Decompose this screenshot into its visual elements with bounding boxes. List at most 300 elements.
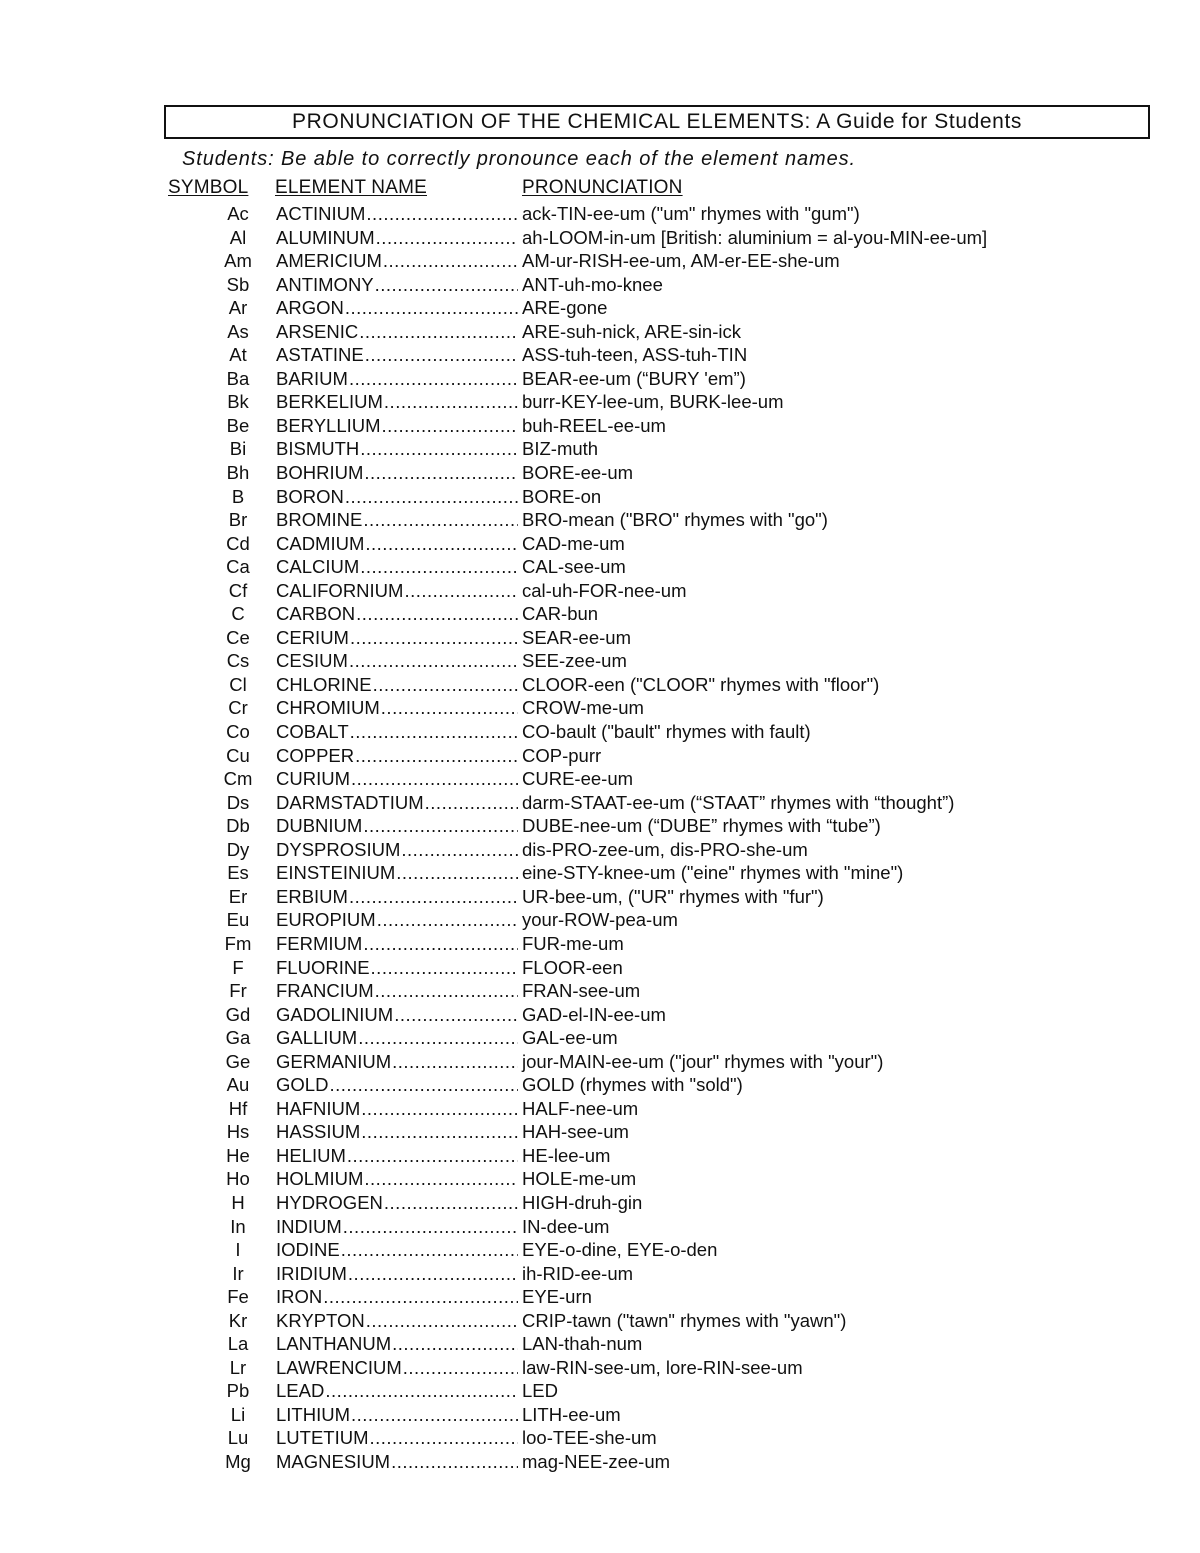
dot-leader — [375, 273, 518, 297]
element-pronunciation: HALF-nee-um — [522, 1097, 639, 1119]
element-row — [0, 555, 1200, 579]
element-name-cell — [276, 273, 518, 297]
element-symbol: Dy — [226, 838, 250, 860]
element-symbol: Ar — [228, 297, 248, 319]
dot-leader — [383, 249, 518, 273]
dot-leader — [365, 343, 518, 367]
element-row — [0, 1262, 1200, 1286]
element-pronunciation: BORE-ee-um — [522, 462, 634, 484]
element-name: LITHIUM — [276, 1403, 350, 1425]
element-row — [0, 1285, 1200, 1309]
header-pronunciation: PRONUNCIATION — [522, 177, 683, 198]
element-row — [0, 249, 1200, 273]
element-pronunciation: ASS-tuh-teen, ASS-tuh-TIN — [522, 344, 748, 366]
element-symbol: Ds — [226, 791, 250, 813]
element-symbol: B — [231, 485, 245, 507]
element-symbol: Al — [229, 226, 247, 248]
element-symbol: Cu — [226, 744, 250, 766]
element-pronunciation: HOLE-me-um — [522, 1168, 637, 1190]
element-name-cell — [276, 1332, 518, 1356]
element-name-cell — [276, 485, 518, 509]
element-name-cell — [276, 673, 518, 697]
element-pronunciation: CRIP-tawn ("tawn" rhymes with "yawn") — [522, 1309, 847, 1331]
element-pronunciation: GAL-ee-um — [522, 1027, 618, 1049]
element-name: GADOLINIUM — [276, 1003, 394, 1025]
element-row — [0, 320, 1200, 344]
element-symbol: Br — [228, 509, 248, 531]
element-pronunciation: BRO-mean ("BRO" rhymes with "go") — [522, 509, 828, 531]
element-row — [0, 626, 1200, 650]
dot-leader — [363, 932, 518, 956]
element-row — [0, 979, 1200, 1003]
element-name: COPPER — [276, 744, 355, 766]
element-pronunciation: mag-NEE-zee-um — [522, 1450, 671, 1472]
element-symbol: Am — [224, 250, 252, 272]
dot-leader — [376, 226, 518, 250]
element-pronunciation: loo-TEE-she-um — [522, 1427, 657, 1449]
element-pronunciation: law-RIN-see-um, lore-RIN-see-um — [522, 1356, 803, 1378]
element-symbol: Er — [228, 885, 248, 907]
element-name: CERIUM — [276, 626, 349, 648]
element-pronunciation: FUR-me-um — [522, 932, 624, 954]
element-pronunciation: CROW-me-um — [522, 697, 644, 719]
element-name-cell — [276, 1238, 518, 1262]
element-name-cell — [276, 414, 518, 438]
element-row — [0, 485, 1200, 509]
dot-leader — [391, 1450, 518, 1474]
dot-leader — [392, 1050, 518, 1074]
dot-leader — [361, 1097, 518, 1121]
dot-leader — [341, 1238, 518, 1262]
instructions: Students: Be able to correctly pronounce each of the element names. — [182, 148, 857, 170]
element-symbol: Eu — [226, 909, 250, 931]
dot-leader — [348, 1262, 518, 1286]
element-row — [0, 861, 1200, 885]
element-row — [0, 1426, 1200, 1450]
element-pronunciation: GOLD (rhymes with "sold") — [522, 1074, 743, 1096]
dot-leader — [349, 885, 518, 909]
element-name-cell — [276, 1215, 518, 1239]
element-pronunciation: EYE-urn — [522, 1286, 592, 1308]
element-symbol: Hs — [226, 1121, 250, 1143]
element-row — [0, 1238, 1200, 1262]
element-name-cell — [276, 1026, 518, 1050]
element-row — [0, 1050, 1200, 1074]
element-symbol: Fe — [227, 1286, 249, 1308]
element-name: EUROPIUM — [276, 909, 376, 931]
element-pronunciation: CLOOR-een ("CLOOR" rhymes with "floor") — [522, 673, 880, 695]
element-symbol: La — [227, 1333, 249, 1355]
element-pronunciation: HIGH-druh-gin — [522, 1191, 643, 1213]
element-name-cell — [276, 1097, 518, 1121]
element-row — [0, 202, 1200, 226]
dot-leader — [370, 1426, 519, 1450]
element-name-cell — [276, 956, 518, 980]
element-symbol: Pb — [226, 1380, 250, 1402]
dot-leader — [381, 696, 518, 720]
element-pronunciation: CO-bault ("bault" rhymes with fault) — [522, 721, 811, 743]
element-name-cell — [276, 1003, 518, 1027]
element-row — [0, 532, 1200, 556]
element-symbol: He — [226, 1144, 250, 1166]
element-name-cell — [276, 602, 518, 626]
element-symbol: F — [232, 956, 244, 978]
element-name-cell — [276, 202, 518, 226]
element-name-cell — [276, 1262, 518, 1286]
dot-leader — [364, 1167, 518, 1191]
element-symbol: Db — [226, 815, 250, 837]
element-name: HOLMIUM — [276, 1168, 364, 1190]
element-name-cell — [276, 296, 518, 320]
dot-leader — [394, 1003, 518, 1027]
element-row — [0, 1309, 1200, 1333]
element-row — [0, 1003, 1200, 1027]
element-symbol: Mg — [225, 1450, 251, 1472]
element-name-cell — [276, 1379, 518, 1403]
element-name-cell — [276, 1403, 518, 1427]
element-row — [0, 673, 1200, 697]
element-symbol: Cf — [228, 579, 248, 601]
element-row — [0, 720, 1200, 744]
element-row — [0, 437, 1200, 461]
dot-leader — [384, 390, 518, 414]
element-name-cell — [276, 861, 518, 885]
element-name: DYSPROSIUM — [276, 838, 401, 860]
element-row — [0, 1191, 1200, 1215]
element-pronunciation: ARE-suh-nick, ARE-sin-ick — [522, 320, 741, 342]
element-row — [0, 1097, 1200, 1121]
dot-leader — [425, 791, 518, 815]
element-pronunciation: buh-REEL-ee-um — [522, 414, 666, 436]
element-name: BROMINE — [276, 509, 363, 531]
dot-leader — [404, 579, 518, 603]
element-row — [0, 1403, 1200, 1427]
element-name: ANTIMONY — [276, 273, 374, 295]
element-name: BORON — [276, 485, 344, 507]
element-pronunciation: ARE-gone — [522, 297, 608, 319]
dot-leader — [401, 838, 518, 862]
dot-leader — [384, 1191, 518, 1215]
element-row — [0, 1450, 1200, 1474]
element-name: ERBIUM — [276, 885, 348, 907]
dot-leader — [343, 1215, 518, 1239]
element-pronunciation: HE-lee-um — [522, 1144, 611, 1166]
element-name-cell — [276, 1191, 518, 1215]
element-name: LEAD — [276, 1380, 325, 1402]
element-name-cell — [276, 1285, 518, 1309]
element-row — [0, 226, 1200, 250]
element-row — [0, 791, 1200, 815]
element-row — [0, 885, 1200, 909]
element-pronunciation: COP-purr — [522, 744, 602, 766]
element-pronunciation: eine-STY-knee-um ("eine" rhymes with "mine") — [522, 862, 904, 884]
element-name: BARIUM — [276, 367, 348, 389]
element-name: ALUMINUM — [276, 226, 375, 248]
element-name: DARMSTADTIUM — [276, 791, 424, 813]
element-pronunciation: darm-STAAT-ee-um (“STAAT” rhymes with “thought”) — [522, 791, 955, 813]
element-name-cell — [276, 390, 518, 414]
element-row — [0, 508, 1200, 532]
element-name: CALCIUM — [276, 556, 360, 578]
element-name: IODINE — [276, 1239, 340, 1261]
element-symbol: C — [231, 603, 245, 625]
element-name-cell — [276, 720, 518, 744]
element-name: BERYLLIUM — [276, 414, 381, 436]
element-name: CALIFORNIUM — [276, 579, 404, 601]
element-name-cell — [276, 579, 518, 603]
element-name: COBALT — [276, 721, 349, 743]
element-name: LANTHANUM — [276, 1333, 392, 1355]
element-pronunciation: LAN-thah-num — [522, 1333, 643, 1355]
dot-leader — [347, 1144, 518, 1168]
element-row — [0, 932, 1200, 956]
element-symbol: Es — [227, 862, 249, 884]
element-name: ARGON — [276, 297, 344, 319]
element-pronunciation: your-ROW-pea-um — [522, 909, 678, 931]
dot-leader — [360, 437, 518, 461]
element-name-cell — [276, 555, 518, 579]
element-symbol: Ba — [226, 367, 250, 389]
element-row — [0, 579, 1200, 603]
element-pronunciation: DUBE-nee-um (“DUBE” rhymes with “tube”) — [522, 815, 881, 837]
dot-leader — [382, 414, 518, 438]
element-symbol: I — [235, 1239, 241, 1261]
element-symbol: Cd — [226, 532, 250, 554]
element-symbol: Gd — [225, 1003, 251, 1025]
element-symbol: Ga — [225, 1027, 251, 1049]
element-symbol: Ir — [232, 1262, 244, 1284]
dot-leader — [373, 673, 518, 697]
element-name-cell — [276, 885, 518, 909]
element-pronunciation: ANT-uh-mo-knee — [522, 273, 663, 295]
dot-leader — [365, 532, 518, 556]
dot-leader — [366, 202, 518, 226]
element-name: HELIUM — [276, 1144, 346, 1166]
dot-leader — [351, 1403, 518, 1427]
element-row — [0, 461, 1200, 485]
element-symbol: Kr — [228, 1309, 248, 1331]
element-row — [0, 814, 1200, 838]
element-pronunciation: AM-ur-RISH-ee-um, AM-er-EE-she-um — [522, 250, 840, 272]
element-symbol: Lr — [229, 1356, 247, 1378]
element-row — [0, 1356, 1200, 1380]
element-name: BISMUTH — [276, 438, 360, 460]
element-name: HYDROGEN — [276, 1191, 383, 1213]
element-pronunciation: CAD-me-um — [522, 532, 625, 554]
element-row — [0, 908, 1200, 932]
element-name-cell — [276, 1356, 518, 1380]
dot-leader — [325, 1379, 518, 1403]
element-pronunciation: BIZ-muth — [522, 438, 599, 460]
element-name: CADMIUM — [276, 532, 365, 554]
element-symbol: Cr — [228, 697, 248, 719]
element-symbol: Co — [226, 721, 250, 743]
element-symbol: Sb — [226, 273, 250, 295]
element-pronunciation: dis-PRO-zee-um, dis-PRO-she-um — [522, 838, 808, 860]
column-headers — [168, 177, 868, 201]
element-name-cell — [276, 1120, 518, 1144]
element-row — [0, 744, 1200, 768]
element-row — [0, 367, 1200, 391]
element-name-cell — [276, 744, 518, 768]
dot-leader — [361, 1120, 518, 1144]
element-name-cell — [276, 1144, 518, 1168]
element-pronunciation: LED — [522, 1380, 558, 1402]
element-name-cell — [276, 626, 518, 650]
element-row — [0, 273, 1200, 297]
element-name-cell — [276, 367, 518, 391]
element-name: GOLD — [276, 1074, 329, 1096]
element-name: AMERICIUM — [276, 250, 382, 272]
element-name: BOHRIUM — [276, 462, 364, 484]
dot-leader — [323, 1285, 518, 1309]
element-symbol: In — [230, 1215, 246, 1237]
header-symbol: SYMBOL — [168, 177, 249, 198]
element-row — [0, 696, 1200, 720]
element-name-cell — [276, 1450, 518, 1474]
element-name: GERMANIUM — [276, 1050, 392, 1072]
element-row — [0, 649, 1200, 673]
element-symbol: Li — [230, 1403, 246, 1425]
element-name: LAWRENCIUM — [276, 1356, 402, 1378]
element-name: INDIUM — [276, 1215, 342, 1237]
dot-leader — [350, 720, 518, 744]
element-row — [0, 1215, 1200, 1239]
element-name: CARBON — [276, 603, 356, 625]
dot-leader — [345, 485, 518, 509]
dot-leader — [355, 744, 518, 768]
element-name-cell — [276, 1073, 518, 1097]
element-symbol: Ge — [225, 1050, 251, 1072]
element-row — [0, 602, 1200, 626]
element-row — [0, 1073, 1200, 1097]
dot-leader — [375, 979, 518, 1003]
element-name-cell — [276, 508, 518, 532]
element-name-cell — [276, 908, 518, 932]
element-pronunciation: IN-dee-um — [522, 1215, 610, 1237]
element-name: ARSENIC — [276, 320, 359, 342]
dot-leader — [350, 626, 518, 650]
element-name-cell — [276, 532, 518, 556]
dot-leader — [351, 767, 518, 791]
element-name-cell — [276, 249, 518, 273]
element-pronunciation: CURE-ee-um — [522, 768, 634, 790]
element-pronunciation: HAH-see-um — [522, 1121, 629, 1143]
element-symbol: Ce — [226, 626, 250, 648]
element-row — [0, 838, 1200, 862]
element-row — [0, 1379, 1200, 1403]
dot-leader — [349, 649, 518, 673]
element-name: DUBNIUM — [276, 815, 363, 837]
element-name: FERMIUM — [276, 932, 363, 954]
element-row — [0, 390, 1200, 414]
element-list — [0, 202, 1200, 1474]
element-pronunciation: FRAN-see-um — [522, 980, 641, 1002]
element-name-cell — [276, 979, 518, 1003]
element-pronunciation: burr-KEY-lee-um, BURK-lee-um — [522, 391, 784, 413]
element-row — [0, 767, 1200, 791]
element-name-cell — [276, 838, 518, 862]
element-name-cell — [276, 320, 518, 344]
header-element-name: ELEMENT NAME — [275, 177, 427, 198]
element-name: MAGNESIUM — [276, 1450, 391, 1472]
dot-leader — [356, 602, 518, 626]
dot-leader — [364, 461, 518, 485]
element-row — [0, 1332, 1200, 1356]
element-name: CESIUM — [276, 650, 348, 672]
element-name: IRIDIUM — [276, 1262, 347, 1284]
element-pronunciation: jour-MAIN-ee-um ("jour" rhymes with "your") — [522, 1050, 884, 1072]
element-symbol: Bi — [229, 438, 247, 460]
dot-leader — [345, 296, 518, 320]
element-name-cell — [276, 1426, 518, 1450]
element-name-cell — [276, 696, 518, 720]
element-row — [0, 1120, 1200, 1144]
element-symbol: Au — [226, 1074, 250, 1096]
element-name: FRANCIUM — [276, 980, 374, 1002]
element-pronunciation: LITH-ee-um — [522, 1403, 621, 1425]
element-name: IRON — [276, 1286, 323, 1308]
element-row — [0, 296, 1200, 320]
dot-leader — [363, 508, 518, 532]
title-text: PRONUNCIATION OF THE CHEMICAL ELEMENTS: A Guide for Students — [292, 110, 1022, 133]
element-row — [0, 414, 1200, 438]
dot-leader — [363, 814, 518, 838]
element-name: ACTINIUM — [276, 203, 366, 224]
dot-leader — [403, 1356, 518, 1380]
element-name: HAFNIUM — [276, 1097, 361, 1119]
element-name: KRYPTON — [276, 1309, 365, 1331]
element-row — [0, 1026, 1200, 1050]
element-name-cell — [276, 226, 518, 250]
element-pronunciation: CAL-see-um — [522, 556, 626, 578]
element-pronunciation: GAD-el-IN-ee-um — [522, 1003, 666, 1025]
element-name: LUTETIUM — [276, 1427, 369, 1449]
dot-leader — [358, 1026, 518, 1050]
element-name-cell — [276, 343, 518, 367]
element-name-cell — [276, 1167, 518, 1191]
element-name: GALLIUM — [276, 1027, 358, 1049]
element-pronunciation: SEE-zee-um — [522, 650, 627, 672]
element-name-cell — [276, 767, 518, 791]
element-row — [0, 1167, 1200, 1191]
element-symbol: Cl — [229, 673, 247, 695]
element-name: BERKELIUM — [276, 391, 383, 413]
element-name: CHROMIUM — [276, 697, 380, 719]
element-pronunciation: BEAR-ee-um (“BURY 'em”) — [522, 367, 746, 389]
element-name: CURIUM — [276, 768, 350, 790]
element-name-cell — [276, 437, 518, 461]
element-name-cell — [276, 1050, 518, 1074]
element-name: HASSIUM — [276, 1121, 361, 1143]
dot-leader — [349, 367, 518, 391]
element-row — [0, 343, 1200, 367]
element-symbol: Ho — [226, 1168, 250, 1190]
element-pronunciation: EYE-o-dine, EYE-o-den — [522, 1239, 718, 1261]
element-row — [0, 956, 1200, 980]
element-pronunciation: CAR-bun — [522, 603, 599, 625]
element-name-cell — [276, 461, 518, 485]
element-symbol: Fr — [229, 980, 247, 1002]
element-symbol: As — [227, 320, 249, 342]
dot-leader — [366, 1309, 518, 1333]
document-title — [164, 105, 1150, 139]
element-name-cell — [276, 1309, 518, 1333]
element-pronunciation: FLOOR-een — [522, 956, 623, 978]
element-name: EINSTEINIUM — [276, 862, 396, 884]
element-symbol: Fm — [224, 932, 252, 954]
element-pronunciation: UR-bee-um, ("UR" rhymes with "fur") — [522, 885, 824, 907]
